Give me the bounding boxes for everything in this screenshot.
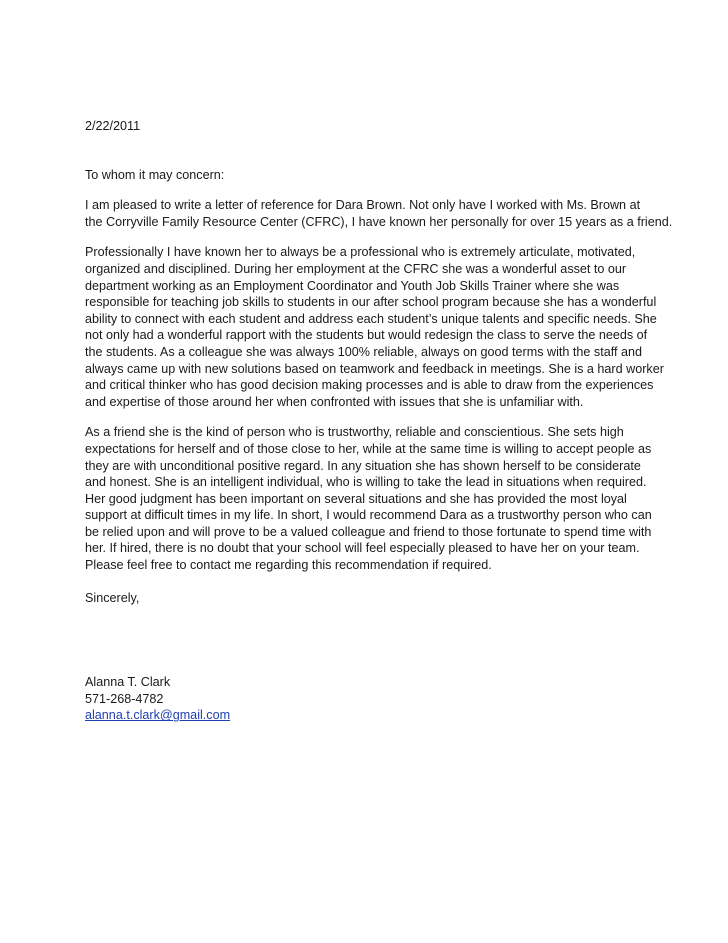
- paragraph-line: responsible for teaching job skills to students in our after school program because she has a wonderful: [85, 295, 657, 310]
- paragraph-professional: [85, 244, 664, 410]
- paragraph-line: the Corryville Family Resource Center (CFRC), I have known her personally for over 15 years as a friend.: [85, 214, 673, 229]
- paragraph-personal: [85, 424, 652, 573]
- paragraph-line: and critical thinker who has good decision making processes and is able to draw from the experiences: [85, 378, 654, 393]
- paragraph-line: organized and disciplined. During her employment at the CFRC she was a wonderful asset to our: [85, 261, 627, 276]
- paragraph-line: Please feel free to contact me regarding this recommendation if required.: [85, 558, 492, 573]
- paragraph-line: the students. As a colleague she was always 100% reliable, always on good terms with the staff and: [85, 344, 643, 359]
- reference-letter: [85, 118, 673, 724]
- letter-greeting: To whom it may concern:: [85, 167, 225, 182]
- paragraph-line: always came up with new solutions based on teamwork and feedback in meetings. She is a hard worker: [85, 361, 664, 376]
- paragraph-line: Her good judgment has been important on several situations and she has provided the most loyal: [85, 491, 627, 506]
- paragraph-line: not only had a wonderful rapport with the students but would redesign the class to serve the needs of: [85, 328, 648, 343]
- paragraph-line: ability to connect with each student and address each student’s unique talents and specific needs. She: [85, 311, 657, 326]
- letter-closing: Sincerely,: [85, 590, 140, 605]
- paragraph-line: support at difficult times in my life. In short, I would recommend Dara as a trustworthy person who can: [85, 508, 652, 523]
- paragraph-line: expectations for herself and of those close to her, while at the same time is willing to accept people as: [85, 441, 652, 456]
- paragraph-line: I am pleased to write a letter of reference for Dara Brown. Not only have I worked with Ms. Brown at: [85, 198, 641, 213]
- letter-date: 2/22/2011: [85, 119, 141, 133]
- paragraph-line: her. If hired, there is no doubt that your school will feel especially pleased to have her on your team.: [85, 541, 640, 556]
- paragraph-line: they are with unconditional positive regard. In any situation she has shown herself to be considerate: [85, 458, 641, 473]
- signer-email-link[interactable]: alanna.t.clark@gmail.com: [85, 708, 231, 723]
- paragraph-line: department working as an Employment Coordinator and Youth Job Skills Trainer where she was: [85, 278, 620, 293]
- signer-name: Alanna T. Clark: [85, 675, 171, 690]
- signer-phone: 571-268-4782: [85, 691, 164, 706]
- paragraph-line: and honest. She is an intelligent individual, who is willing to take the lead in situations when required.: [85, 475, 647, 490]
- paragraph-line: Professionally I have known her to always be a professional who is extremely articulate, motivated,: [85, 245, 636, 260]
- paragraph-line: be relied upon and will prove to be a valued colleague and friend to those fortunate to spend time with: [85, 524, 652, 539]
- signature-block: [85, 674, 640, 724]
- paragraph-line: As a friend she is the kind of person who is trustworthy, reliable and conscientious. She sets high: [85, 425, 624, 440]
- paragraph-introduction: [85, 197, 673, 230]
- paragraph-line: and expertise of those around her when confronted with issues that she is unfamiliar with.: [85, 394, 584, 409]
